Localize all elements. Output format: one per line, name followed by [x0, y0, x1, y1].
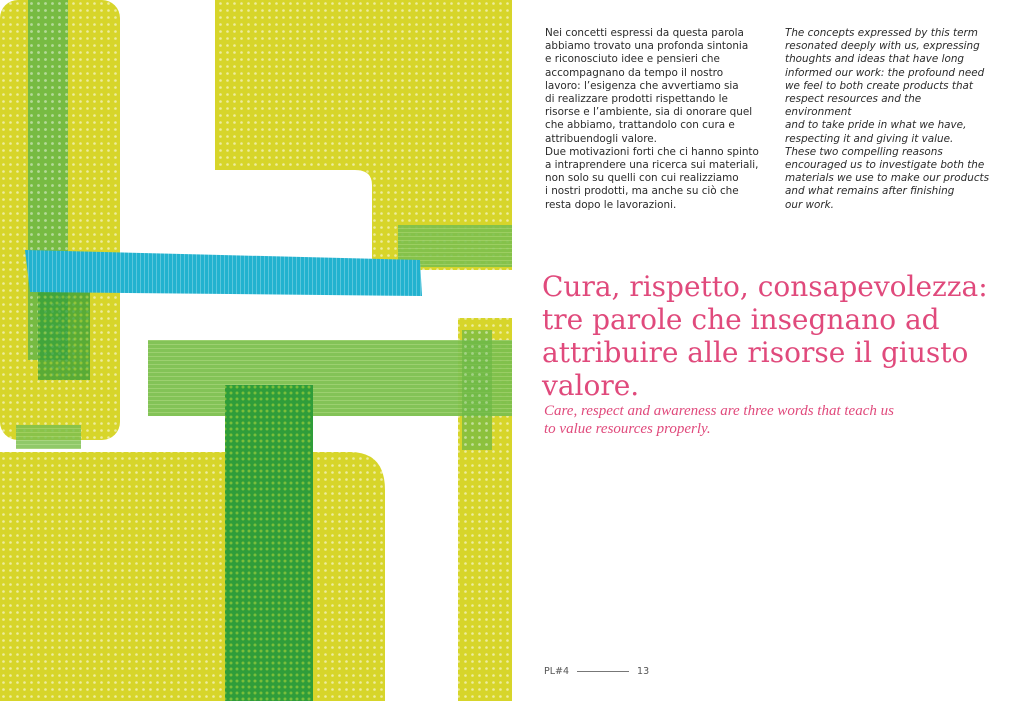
footer-divider [577, 671, 629, 672]
page-number: 13 [637, 665, 650, 677]
body-text-english: The concepts expressed by this term resonated deeply with us, expressing thoughts and ideas that have long informed our work: the profound need we feel to both create products that respect resources and the environment and to take pride in what we have, respecting it and giving it value. These two compelling reasons encouraged us to investigate both the materials we use to make our products and what remains after finishing our work. [785, 27, 990, 211]
page-footer [544, 664, 649, 678]
subheadline: Care, respect and awareness are three words that teach us to value resources properly. [544, 403, 894, 437]
headline: Cura, rispetto, consapevolezza: tre parole che insegnano ad attribuire alle risorse il giusto valore. [542, 270, 988, 402]
issue-label: PL#4 [544, 665, 570, 677]
body-text-italian: Nei concetti espressi da questa parola abbiamo trovato una profonda sintonia e riconosciuto idee e pensieri che accompagnano da tempo il nostro lavoro: l’esigenza che avvertiamo sia di realizzare prodotti rispettando le risorse e l’ambiente, sia di onorare quel che abbiamo, trattandolo con cura e attribuendogli valore. Due motivazioni forti che ci hanno spinto a intraprendere una ricerca sui materiali, non solo su quelli con cui realizziamo i nostri prodotti, ma anche su ciò che resta dopo le lavorazioni. [545, 27, 759, 211]
